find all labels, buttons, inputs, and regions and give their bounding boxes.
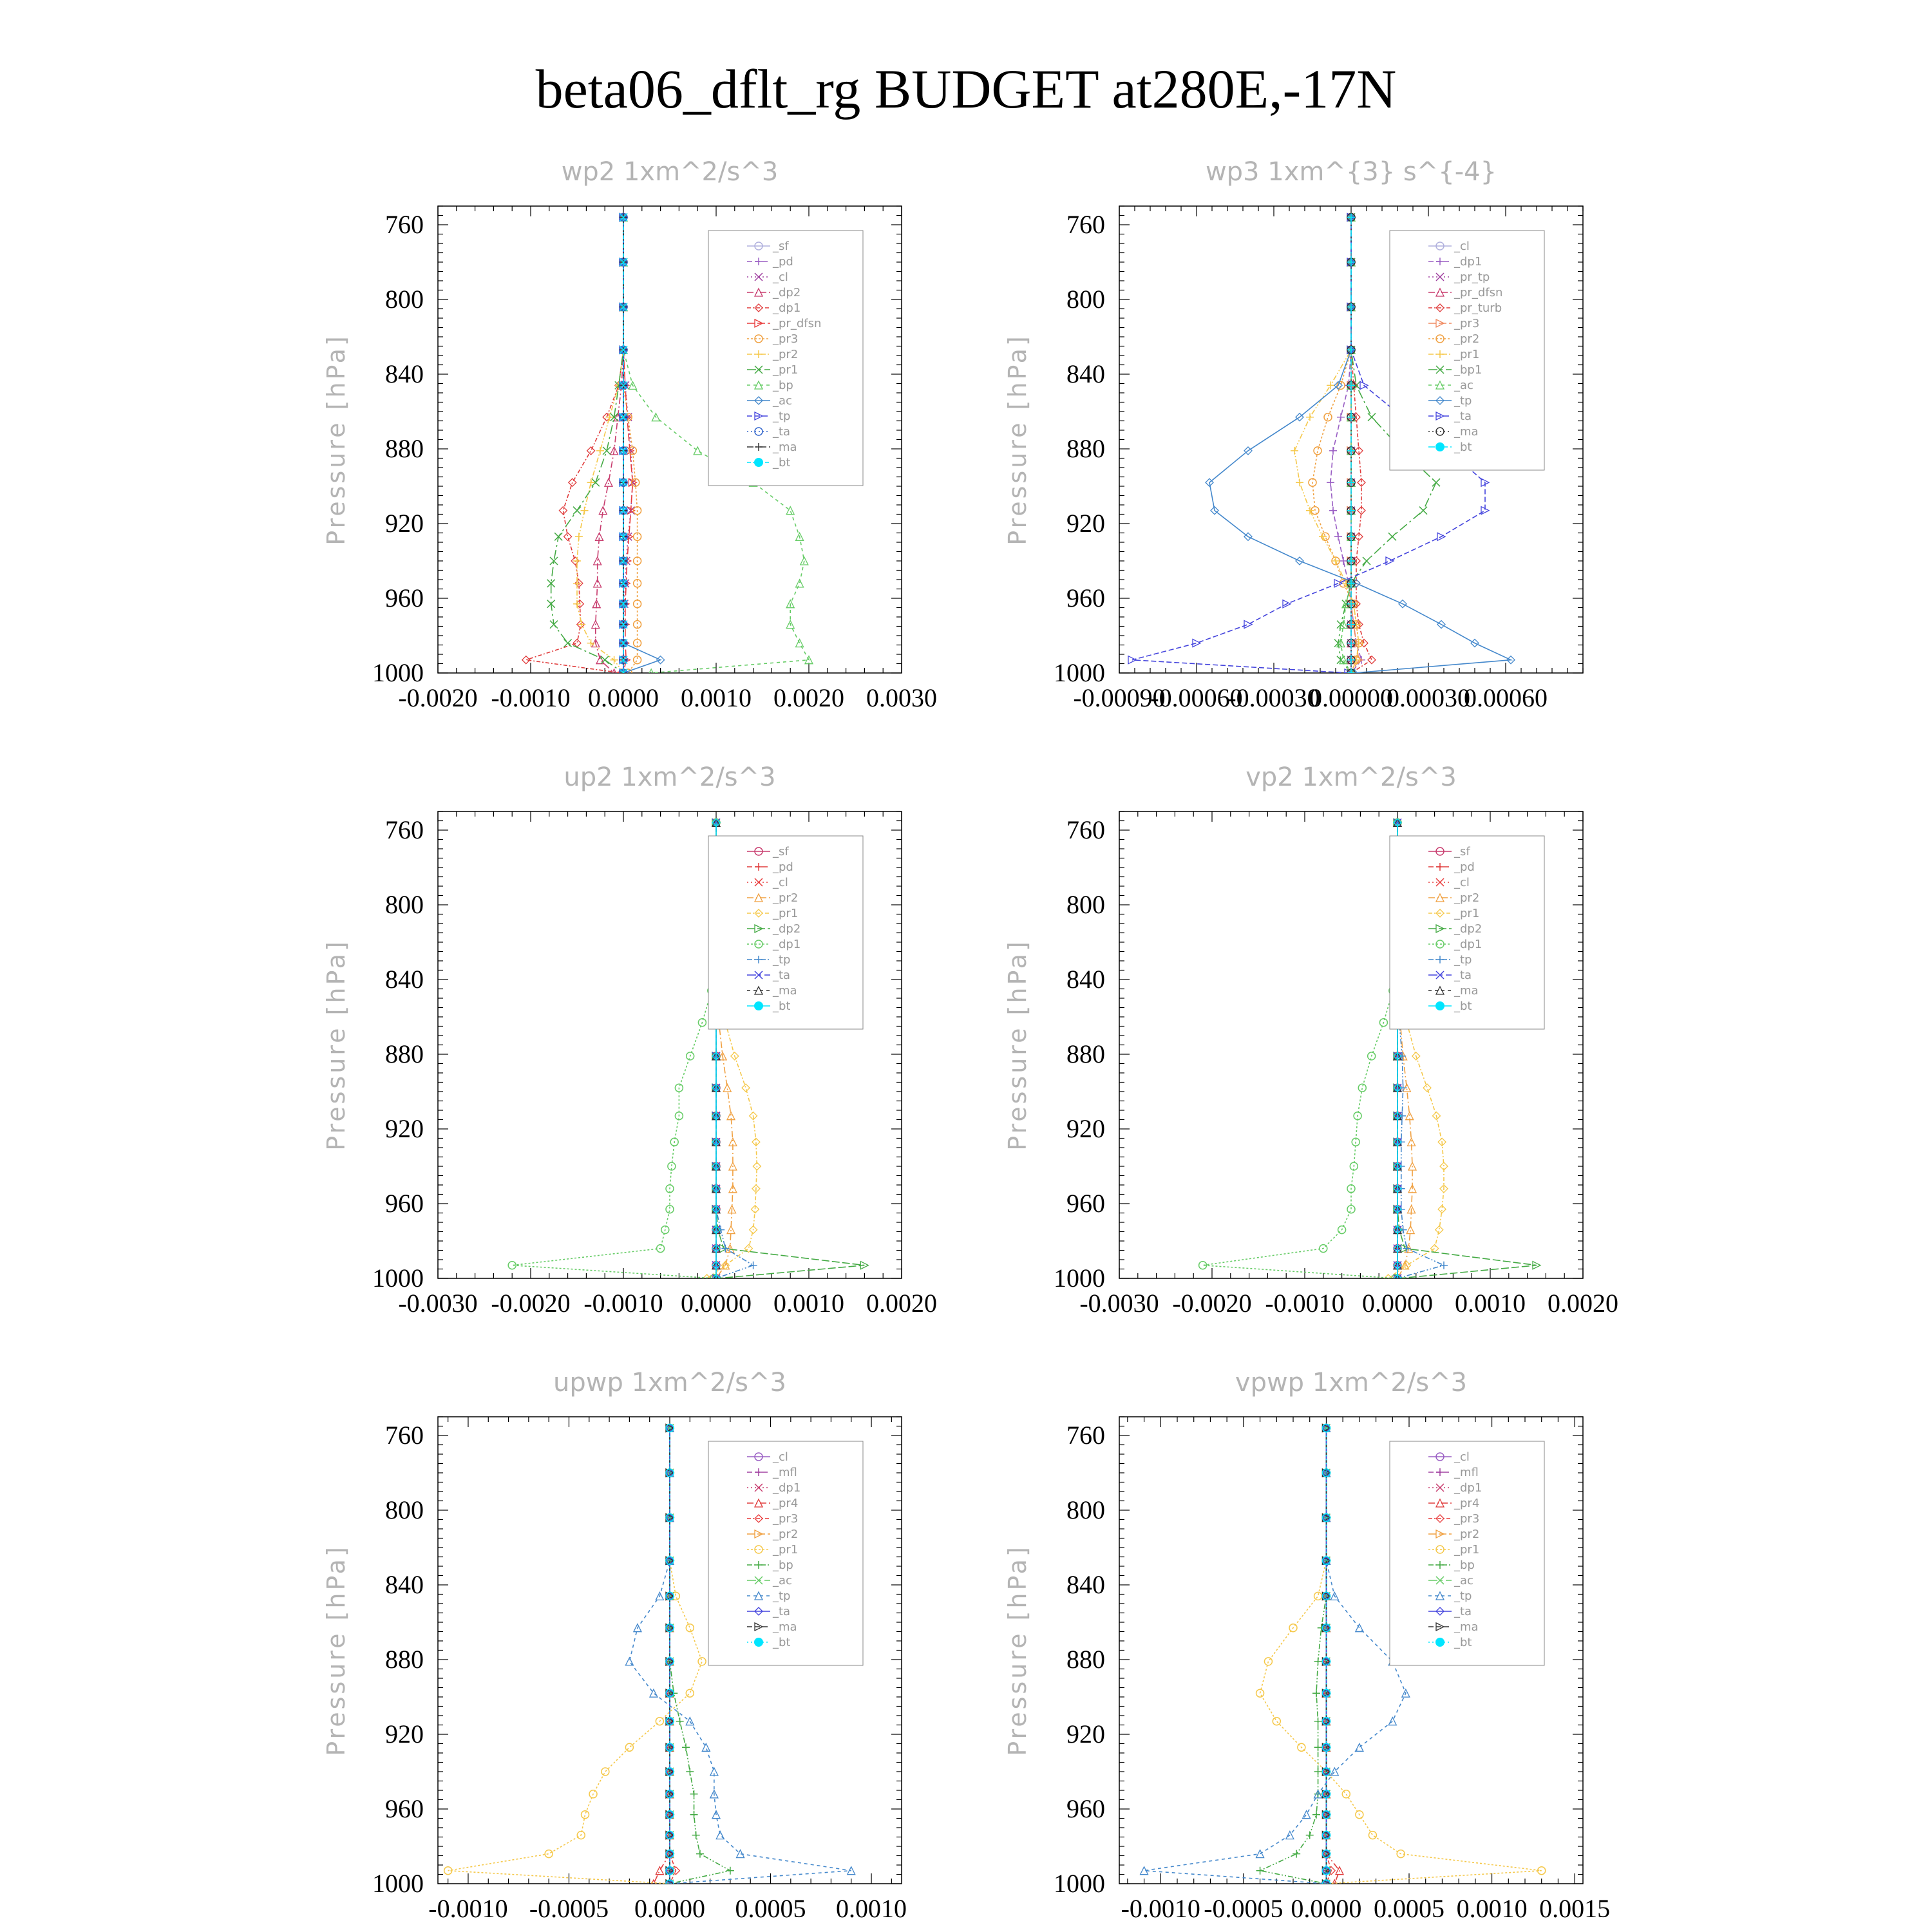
data-point (1306, 1832, 1314, 1839)
y-tick-label: 920 (385, 1114, 424, 1143)
data-point (611, 656, 618, 664)
legend-label: _pr_tp (1454, 270, 1490, 284)
data-point (1293, 1850, 1300, 1858)
y-tick-label: 920 (385, 1719, 424, 1748)
x-tick-label: -0.0020 (1172, 1289, 1252, 1318)
legend-marker (754, 1638, 763, 1647)
data-point (1440, 1262, 1448, 1269)
legend-label: _pr_turb (1454, 301, 1502, 315)
legend-marker (1435, 442, 1444, 451)
legend-label: _bp (773, 1558, 793, 1572)
series-line (577, 217, 623, 673)
x-tick-label: -0.0020 (398, 683, 478, 712)
legend-label: _pr4 (1454, 1497, 1480, 1510)
x-tick-label: 0.0010 (1455, 1289, 1526, 1318)
x-tick-label: -0.0030 (1079, 1289, 1159, 1318)
legend-label: _bt (1454, 999, 1472, 1013)
y-tick-label: 840 (385, 965, 424, 994)
legend-label: _dp2 (773, 286, 801, 299)
legend-label: _pd (773, 860, 793, 874)
legend-label: _bt (1454, 440, 1472, 454)
x-tick-label: 0.0010 (1456, 1894, 1528, 1923)
legend-label: _ta (1454, 969, 1472, 982)
legend-label: _cl (1454, 1450, 1470, 1464)
x-tick-label: 0.0030 (866, 683, 937, 712)
legend (1390, 231, 1544, 470)
legend-marker (1435, 1001, 1444, 1010)
data-point (796, 639, 804, 647)
legend (708, 836, 863, 1029)
y-tick-label: 880 (385, 434, 424, 463)
x-tick-label: 0.0010 (836, 1894, 907, 1923)
data-point (1363, 557, 1370, 565)
y-tick-label: 880 (1066, 434, 1105, 463)
series-dp1 (522, 213, 627, 677)
x-tick-label: 0.0000 (588, 683, 659, 712)
y-tick-label: 800 (1066, 1495, 1105, 1524)
y-tick-label: 840 (385, 1570, 424, 1599)
y-tick-label: 920 (1066, 1114, 1105, 1143)
legend-label: _dp1 (773, 938, 801, 951)
y-tick-label: 960 (1066, 1794, 1105, 1823)
legend-label: _ac (1454, 1574, 1473, 1587)
data-point (578, 621, 585, 629)
x-tick-label: 0.0000 (1291, 1894, 1362, 1923)
series-line (1144, 1428, 1406, 1884)
legend-label: _mfl (1454, 1466, 1479, 1479)
legend-label: _ma (773, 440, 797, 454)
legend-marker (754, 458, 763, 467)
legend-label: _pr1 (773, 907, 799, 920)
legend-label: _dp1 (1454, 255, 1482, 269)
data-point (1314, 447, 1321, 455)
data-point (1419, 507, 1427, 515)
legend-label: _tp (773, 953, 791, 967)
y-axis-label: Pressure [hPa] (1003, 1544, 1032, 1756)
y-tick-label: 1000 (372, 658, 424, 687)
series-line (526, 217, 623, 673)
data-point (596, 656, 604, 664)
series-bp (1256, 1424, 1331, 1888)
y-axis-label: Pressure [hPa] (322, 1544, 350, 1756)
legend-label: _pr1 (1454, 907, 1480, 920)
legend-marker (754, 1001, 763, 1010)
y-tick-label: 840 (385, 359, 424, 388)
series-line (1203, 822, 1397, 1278)
series-tp (1141, 1424, 1410, 1888)
legend-label: _ac (773, 394, 792, 408)
data-point (786, 507, 794, 515)
data-point (1368, 1832, 1376, 1839)
data-point (1256, 1867, 1264, 1875)
legend-label: _tp (1454, 394, 1472, 408)
legend-label: _pr1 (773, 363, 799, 377)
legend-label: _tp (1454, 953, 1472, 967)
data-point (666, 1206, 674, 1213)
y-tick-label: 800 (1066, 285, 1105, 314)
legend-label: _bp (1454, 1558, 1475, 1572)
data-point (575, 533, 583, 540)
data-point (702, 1743, 710, 1751)
y-tick-label: 880 (385, 1039, 424, 1068)
legend-marker (1435, 1638, 1444, 1647)
data-point (1334, 533, 1342, 540)
data-point (1314, 1658, 1322, 1665)
legend (708, 1441, 863, 1665)
x-tick-label: -0.00090 (1073, 683, 1166, 712)
legend-label: _pr2 (773, 1528, 799, 1541)
legend-label: _dp1 (773, 301, 801, 315)
legend-label: _pr2 (1454, 891, 1480, 905)
data-point (545, 1850, 553, 1858)
data-point (596, 447, 604, 455)
legend-label: _ac (1454, 379, 1473, 392)
x-tick-label: -0.0020 (491, 1289, 571, 1318)
data-point (1312, 1689, 1320, 1697)
data-point (656, 1867, 663, 1875)
x-tick-label: 0.00030 (1387, 683, 1470, 712)
x-tick-label: 0.0020 (866, 1289, 937, 1318)
data-point (564, 639, 572, 647)
y-axis-label: Pressure [hPa] (1003, 939, 1032, 1151)
data-point (1244, 621, 1252, 629)
x-tick-label: -0.0010 (1121, 1894, 1200, 1923)
legend-label: _pr3 (1454, 1512, 1480, 1526)
data-point (1347, 1206, 1355, 1213)
x-tick-label: -0.00030 (1227, 683, 1320, 712)
x-tick-label: 0.0000 (681, 1289, 752, 1318)
x-tick-label: -0.0005 (529, 1894, 609, 1923)
data-point (1306, 413, 1314, 421)
legend-label: _dp2 (1454, 922, 1482, 936)
y-tick-label: 840 (1066, 1570, 1105, 1599)
y-tick-label: 920 (1066, 1719, 1105, 1748)
data-point (1264, 1658, 1272, 1665)
y-tick-label: 880 (1066, 1645, 1105, 1674)
legend-label: _sf (1454, 845, 1470, 858)
legend-label: _ma (1454, 1620, 1479, 1634)
legend-label: _dp1 (1454, 938, 1482, 951)
x-tick-label: 0.00060 (1464, 683, 1548, 712)
data-point (1388, 533, 1396, 540)
legend-label: _pr4 (773, 1497, 799, 1510)
data-point (1314, 1743, 1322, 1751)
data-point (564, 533, 572, 540)
legend-label: _pr_dfsn (1454, 286, 1503, 299)
legend-label: _pr2 (1454, 332, 1480, 346)
legend-label: _pd (773, 255, 793, 269)
legend-label: _pr2 (1454, 1528, 1480, 1541)
y-axis-label: Pressure [hPa] (322, 334, 350, 545)
series-line (448, 1428, 702, 1884)
y-tick-label: 920 (1066, 509, 1105, 538)
data-point (1327, 381, 1334, 389)
data-point (601, 1768, 609, 1776)
legend-label: _dp2 (773, 922, 801, 936)
data-point (1358, 1084, 1366, 1092)
data-point (686, 1768, 694, 1776)
legend-label: _bt (1454, 1636, 1472, 1649)
legend-label: _bt (773, 456, 791, 469)
x-tick-label: 0.00000 (1309, 683, 1393, 712)
legend-label: _ma (1454, 984, 1479, 998)
data-point (573, 507, 581, 515)
data-point (1388, 1718, 1396, 1725)
legend-label: _pr1 (1454, 1543, 1480, 1557)
legend-label: _cl (1454, 240, 1470, 253)
data-point (1337, 413, 1345, 421)
data-point (605, 413, 613, 421)
data-point (1368, 413, 1376, 421)
data-point (1432, 478, 1440, 486)
x-tick-label: 0.0020 (1548, 1289, 1618, 1318)
data-point (1342, 1790, 1350, 1798)
data-point (1368, 656, 1376, 664)
x-tick-label: 0.0015 (1539, 1894, 1611, 1923)
data-point (696, 1850, 704, 1858)
y-tick-label: 1000 (1054, 1869, 1105, 1898)
x-tick-label: -0.0010 (583, 1289, 663, 1318)
legend-label: _ta (1454, 1605, 1472, 1618)
legend-label: _dp1 (773, 1481, 801, 1495)
series-line (512, 822, 716, 1278)
data-point (1340, 557, 1347, 565)
data-point (796, 580, 804, 587)
data-point (1296, 478, 1303, 486)
panel-title: wp3 1xm^{3} s^{-4} (1205, 157, 1497, 187)
y-axis-label: Pressure [hPa] (1003, 334, 1032, 545)
y-tick-label: 880 (385, 1645, 424, 1674)
legend-label: _bt (773, 999, 791, 1013)
legend-label: _pd (1454, 860, 1475, 874)
y-tick-label: 800 (1066, 890, 1105, 919)
y-tick-label: 960 (1066, 1189, 1105, 1218)
data-point (676, 1718, 684, 1725)
legend-label: _tp (773, 1589, 791, 1603)
data-point (625, 1743, 633, 1751)
x-tick-label: -0.0010 (428, 1894, 508, 1923)
legend-label: _pr1 (1454, 348, 1480, 361)
x-tick-label: 0.0010 (681, 683, 752, 712)
data-point (582, 1811, 589, 1819)
data-point (1423, 1084, 1431, 1092)
data-point (742, 1084, 750, 1092)
panel-title: wp2 1xm^2/s^3 (561, 157, 779, 187)
y-tick-label: 800 (385, 285, 424, 314)
page-title: beta06_dflt_rg BUDGET at280E,-17N (535, 58, 1397, 120)
x-tick-label: -0.0010 (1265, 1289, 1345, 1318)
legend (1390, 836, 1544, 1029)
data-point (1329, 447, 1337, 455)
data-point (1314, 1718, 1322, 1725)
panel-title: vp2 1xm^2/s^3 (1245, 762, 1457, 792)
data-point (686, 1624, 694, 1632)
y-tick-label: 760 (385, 210, 424, 239)
chart-panel-2 (990, 135, 1634, 715)
y-tick-label: 1000 (372, 1264, 424, 1293)
legend-label: _pr2 (773, 348, 799, 361)
data-point (682, 1743, 690, 1751)
y-tick-label: 1000 (1054, 1264, 1105, 1293)
legend-label: _dp1 (1454, 1481, 1482, 1495)
data-point (569, 478, 576, 486)
panel-title: up2 1xm^2/s^3 (564, 762, 776, 792)
series-dp1 (1199, 819, 1401, 1282)
legend-label: _pr3 (773, 1512, 799, 1526)
legend-label: _ma (773, 984, 797, 998)
y-tick-label: 840 (1066, 359, 1105, 388)
legend (1390, 1441, 1544, 1665)
y-tick-label: 960 (385, 1189, 424, 1218)
x-tick-label: -0.0005 (1204, 1894, 1283, 1923)
y-tick-label: 840 (1066, 965, 1105, 994)
y-tick-label: 960 (385, 1794, 424, 1823)
y-tick-label: 960 (1066, 583, 1105, 612)
data-point (1386, 557, 1394, 565)
legend-label: _ta (773, 425, 791, 439)
data-point (1327, 478, 1334, 486)
chart-panel-4 (990, 741, 1634, 1320)
legend-label: _bp1 (1454, 363, 1482, 377)
legend-label: _cl (1454, 876, 1470, 889)
y-tick-label: 760 (1066, 1421, 1105, 1450)
y-tick-label: 760 (385, 815, 424, 844)
data-point (587, 447, 595, 455)
data-point (581, 507, 589, 515)
legend-label: _pr1 (773, 1543, 799, 1557)
y-tick-label: 1000 (1054, 658, 1105, 687)
legend-label: _pr3 (773, 332, 799, 346)
legend-label: _bp (773, 379, 793, 392)
legend-label: _pr_dfsn (773, 317, 822, 330)
y-tick-label: 1000 (372, 1869, 424, 1898)
legend-label: _ta (773, 969, 791, 982)
data-point (750, 1262, 757, 1269)
y-tick-label: 880 (1066, 1039, 1105, 1068)
data-point (1329, 507, 1337, 515)
y-tick-label: 920 (385, 509, 424, 538)
legend-label: _ta (1454, 410, 1472, 423)
panel-title: vpwp 1xm^2/s^3 (1235, 1368, 1468, 1397)
y-tick-label: 960 (385, 583, 424, 612)
data-point (698, 1658, 706, 1665)
data-point (690, 1811, 698, 1819)
data-point (1324, 413, 1332, 421)
data-point (587, 639, 595, 647)
y-tick-label: 800 (385, 1495, 424, 1524)
legend-label: _sf (773, 845, 789, 858)
chart-panel-6 (990, 1346, 1634, 1926)
data-point (1291, 447, 1298, 455)
legend-label: _bt (773, 1636, 791, 1649)
y-tick-label: 760 (1066, 815, 1105, 844)
data-point (1319, 533, 1327, 540)
x-tick-label: -0.00060 (1150, 683, 1243, 712)
legend-label: _tp (1454, 1589, 1472, 1603)
legend-label: _ma (773, 1620, 797, 1634)
data-point (1303, 1811, 1311, 1819)
legend-label: _tp (773, 410, 791, 423)
data-point (1431, 1245, 1439, 1253)
legend-label: _cl (773, 270, 788, 284)
chart-panel-3 (309, 741, 953, 1320)
chart-panel-1 (309, 135, 953, 715)
data-point (1435, 1226, 1443, 1234)
y-tick-label: 760 (1066, 210, 1105, 239)
x-tick-label: 0.0005 (1374, 1894, 1444, 1923)
legend-label: _cl (773, 1450, 788, 1464)
data-point (1312, 1811, 1320, 1819)
x-tick-label: 0.0000 (1362, 1289, 1433, 1318)
x-tick-label: 0.0010 (773, 1289, 844, 1318)
legend (708, 231, 863, 486)
data-point (690, 1790, 698, 1798)
legend-label: _ma (1454, 425, 1479, 439)
data-point (1193, 639, 1200, 647)
series-dp1 (508, 819, 720, 1282)
y-tick-label: 800 (385, 890, 424, 919)
series-line (551, 217, 623, 673)
x-tick-label: 0.0005 (735, 1894, 806, 1923)
legend-label: _pr3 (1454, 317, 1480, 330)
panel-title: upwp 1xm^2/s^3 (553, 1368, 786, 1397)
y-tick-label: 760 (385, 1421, 424, 1450)
legend-label: _sf (773, 240, 789, 253)
legend-label: _ta (773, 1605, 791, 1618)
data-point (587, 478, 595, 486)
data-point (726, 1867, 734, 1875)
data-point (1314, 1768, 1322, 1776)
data-point (686, 1689, 694, 1697)
x-tick-label: -0.0010 (491, 683, 571, 712)
x-tick-label: -0.0030 (398, 1289, 478, 1318)
data-point (692, 1832, 700, 1839)
legend-label: _cl (773, 876, 788, 889)
y-axis-label: Pressure [hPa] (322, 939, 350, 1151)
x-tick-label: 0.0020 (773, 683, 844, 712)
x-tick-label: 0.0000 (634, 1894, 705, 1923)
legend-label: _ac (773, 1574, 792, 1587)
legend-label: _pr2 (773, 891, 799, 905)
chart-panel-5 (309, 1346, 953, 1926)
data-point (1273, 1718, 1280, 1725)
legend-label: _mfl (773, 1466, 797, 1479)
data-point (1314, 1592, 1322, 1600)
